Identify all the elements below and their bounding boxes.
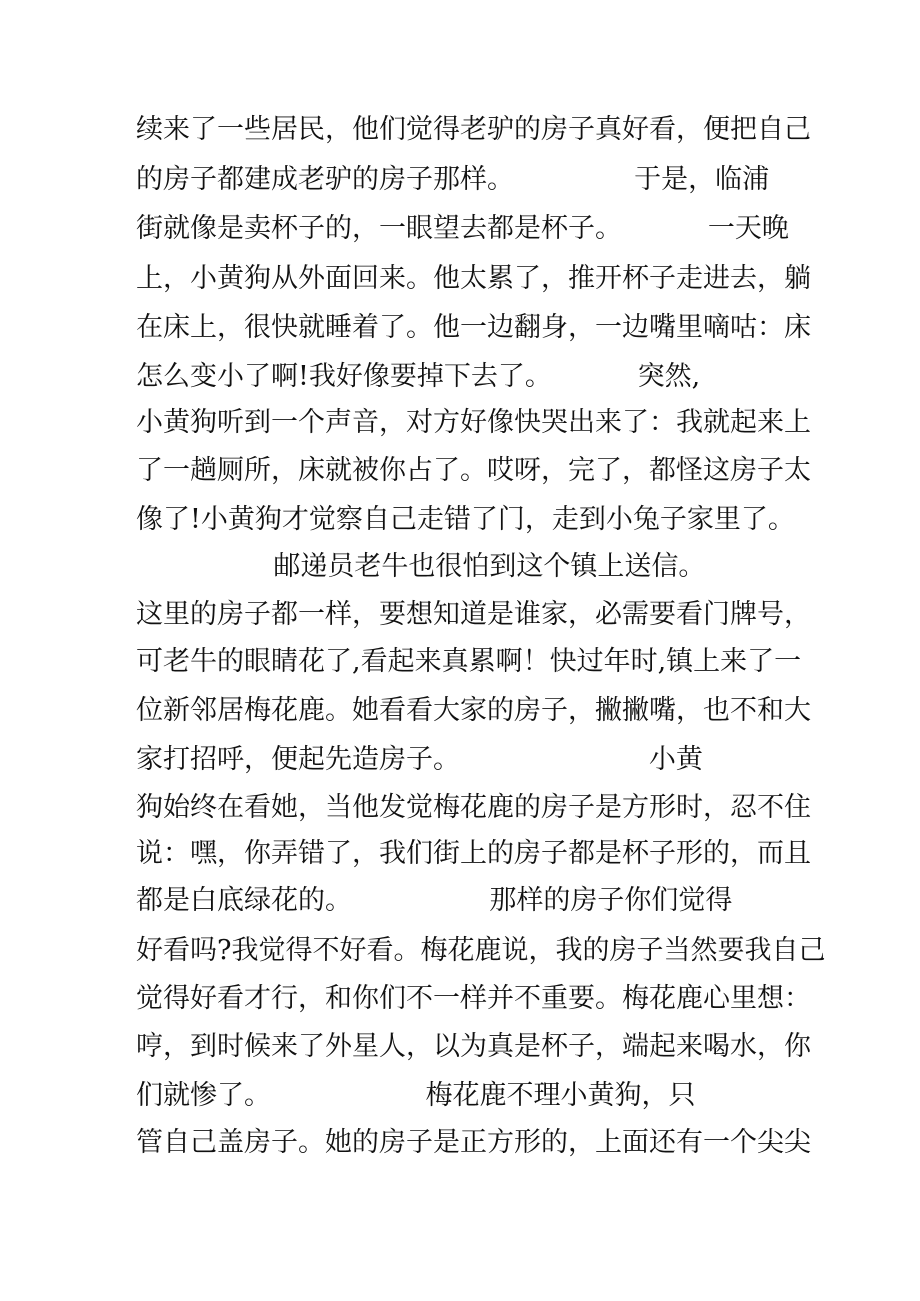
text-line: 邮递员老牛也很怕到这个镇上送信。 bbox=[136, 551, 706, 582]
text-line: 街就像是卖杯子的，一眼望去都是杯子。 一天晚 bbox=[136, 213, 789, 244]
text-line: 说：嘿，你弄错了，我们街上的房子都是杯子形的，而且 bbox=[136, 838, 811, 869]
text-line: 觉得好看才行，和你们不一样并不重要。梅花鹿心里想： bbox=[136, 983, 811, 1014]
text-line: 哼，到时候来了外星人，以为真是杯子，端起来喝水，你 bbox=[136, 1031, 811, 1062]
text-line: 管自己盖房子。她的房子是正方形的，上面还有一个尖尖 bbox=[136, 1127, 811, 1158]
text-line: 家打招呼，便起先造房子。 小黄 bbox=[136, 744, 703, 775]
text-line: 的房子都建成老驴的房子那样。 于是，临浦 bbox=[136, 164, 770, 195]
text-line: 了一趟厕所，床就被你占了。哎呀，完了，都怪这房子太 bbox=[136, 455, 811, 486]
text-line: 这里的房子都一样，要想知道是谁家，必需要看门牌号， bbox=[136, 599, 811, 630]
text-line: 位新邻居梅花鹿。她看看大家的房子，撇撇嘴，也不和大 bbox=[136, 695, 811, 726]
text-line: 狗始终在看她，当他发觉梅花鹿的房子是方形时，忍不住 bbox=[136, 792, 811, 823]
text-line: 在床上，很快就睡着了。他一边翻身，一边嘴里嘀咕：床 bbox=[136, 312, 811, 343]
text-line: 像了!小黄狗才觉察自己走错了门，走到小兔子家里了。 bbox=[136, 504, 795, 535]
text-line: 都是白底绿花的。 那样的房子你们觉得 bbox=[136, 885, 733, 916]
text-line: 们就惨了。 梅花鹿不理小黄狗，只 bbox=[136, 1080, 696, 1111]
text-line: 上，小黄狗从外面回来。他太累了，推开杯子走进去，躺 bbox=[136, 263, 811, 294]
text-line: 怎么变小了啊!我好像要掉下去了。 突然, bbox=[136, 361, 701, 392]
text-line: 好看吗?我觉得不好看。梅花鹿说，我的房子当然要我自己 bbox=[136, 935, 826, 966]
text-line: 小黄狗听到一个声音，对方好像快哭出来了：我就起来上 bbox=[136, 407, 811, 438]
text-line: 续来了一些居民，他们觉得老驴的房子真好看，便把自己 bbox=[136, 114, 811, 145]
text-line: 可老牛的眼睛花了,看起来真累啊！快过年时,镇上来了一 bbox=[136, 646, 802, 677]
